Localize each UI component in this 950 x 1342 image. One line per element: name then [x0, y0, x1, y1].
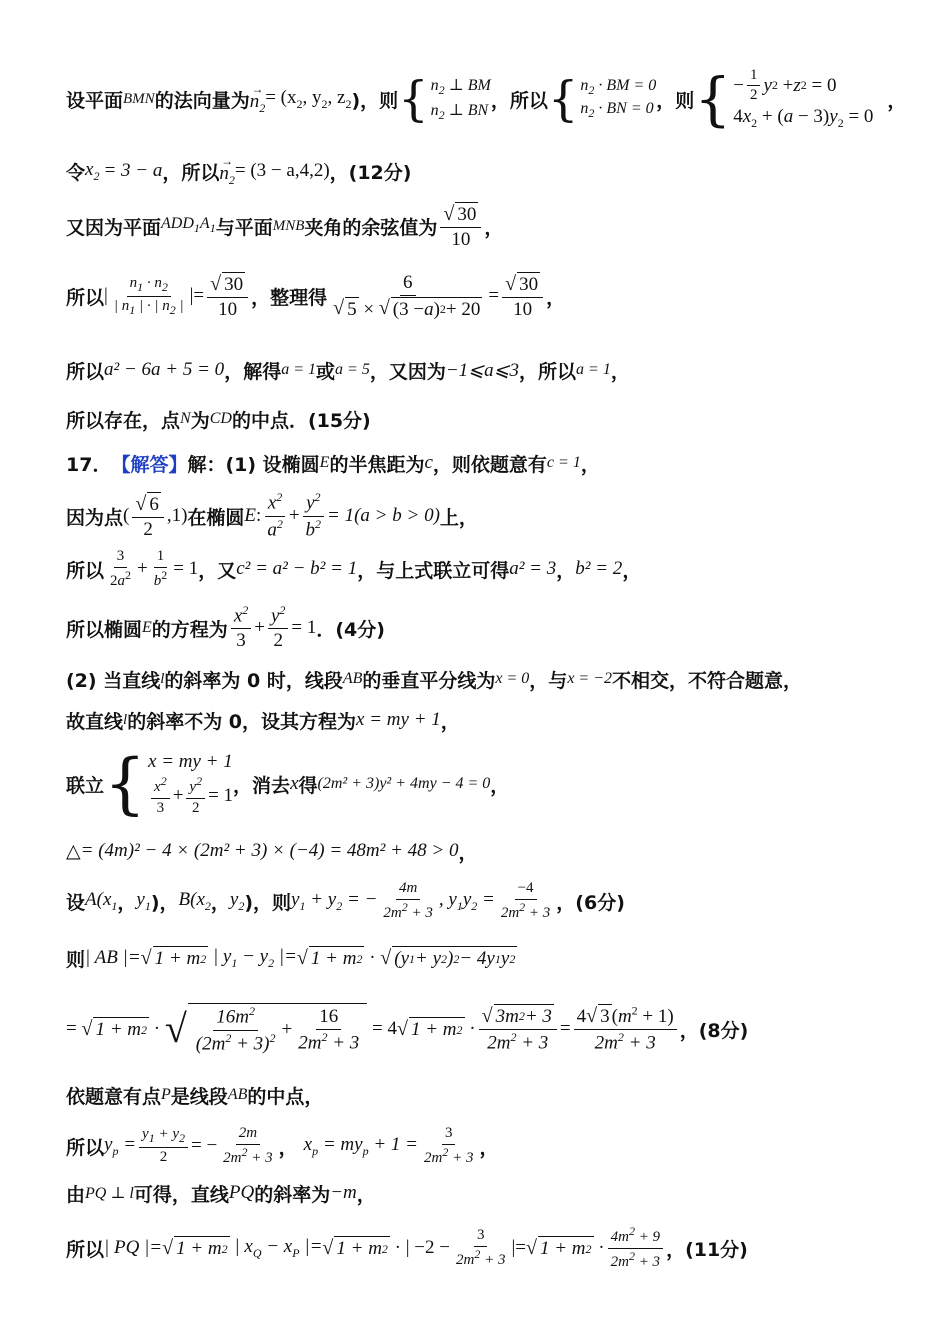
- text: )，: [150, 891, 179, 914]
- text: 所以: [66, 286, 105, 309]
- math: $ADD_1A_1$: [161, 215, 216, 236]
- math: E: [319, 454, 330, 471]
- text: ，(11分): [666, 1238, 748, 1261]
- text: ，所以: [519, 360, 577, 383]
- math: MNB: [272, 217, 305, 234]
- line-slope-zero-case: [66, 664, 910, 694]
- math: $B(x_2$: [178, 888, 211, 913]
- text: (2) 当直线: [66, 669, 161, 692]
- text: ，: [887, 89, 907, 112]
- sqrt: √ 1 + m 2: [525, 1237, 592, 1259]
- text: 所以: [66, 360, 105, 383]
- text: ，所以: [162, 161, 220, 184]
- math: c² = a² − b² = 1: [236, 558, 358, 579]
- math: AB: [227, 1086, 248, 1103]
- fraction: $\frac{y_1 + y_2}{2}$: [139, 1126, 188, 1166]
- fraction: $\frac{4m^2 + 9}{2m^2 + 3}$: [608, 1225, 663, 1271]
- line-ellipse-equation: [66, 602, 910, 654]
- text: ，: [278, 1136, 298, 1159]
- text: 令: [66, 161, 86, 184]
- fraction: $\frac{3}{2m^2 + 3}$: [455, 1227, 506, 1268]
- math: = 1: [173, 558, 199, 579]
- text: ，整理得: [251, 286, 328, 309]
- math: BMN: [123, 90, 155, 107]
- math: ·: [593, 1237, 605, 1258]
- text: 所以: [66, 559, 105, 582]
- line-chord-length-simplified: [66, 996, 910, 1062]
- text: 的方程为: [151, 618, 228, 641]
- math: ·: [364, 947, 381, 968]
- line-solve-a: [66, 355, 910, 385]
- fraction: √ 30 10: [207, 272, 248, 321]
- text: ，: [580, 453, 600, 476]
- text: 得: [298, 774, 318, 797]
- text: ．(4分): [316, 618, 385, 641]
- math: = 1: [291, 617, 317, 638]
- text: 所以: [66, 1238, 105, 1261]
- system-perp: { $n_2$ ⊥ BM $n_2$ ⊥ BN: [398, 71, 491, 127]
- text: ，解得: [224, 360, 282, 383]
- fraction: 6 √ 5 × √ (3 − a ) 2 + 20: [333, 271, 481, 320]
- text: 可得，直线: [133, 1183, 229, 1206]
- math: x = −2: [567, 670, 613, 687]
- math: a = 5: [335, 361, 370, 378]
- math: E: [142, 619, 152, 636]
- text: ，所以: [490, 89, 548, 112]
- math: ·: [464, 1018, 476, 1039]
- sqrt: √ 1 + m 2: [296, 947, 363, 969]
- text: 的法向量为: [154, 89, 250, 112]
- text: ，(12分): [329, 161, 412, 184]
- math: = (4m)² − 4 × (2m² + 3) × (−4) = 48m² + 48 > 0: [80, 840, 459, 861]
- math: P: [161, 1086, 171, 1103]
- sqrt: √ 1 + m 2: [81, 1018, 147, 1040]
- system-line-ellipse: { x = my + 1 $\frac{x^2}{3}$ + $\frac{y^2}{2}$ = 1: [104, 745, 234, 822]
- line-point-on-ellipse: [66, 488, 910, 544]
- math: E: [244, 505, 257, 526]
- text: 的垂直平分线为: [362, 669, 496, 692]
- line-normal-vector-bmn: [66, 64, 910, 134]
- math: −1⩽a⩽3: [445, 359, 519, 381]
- math: = 4: [367, 1018, 397, 1039]
- math: PQ ⊥ l: [85, 1185, 134, 1202]
- text: 17．: [66, 453, 112, 476]
- text: ，: [546, 286, 566, 309]
- fraction: $\frac{3}{2a^2}$: [110, 548, 132, 589]
- text: 为: [190, 409, 210, 432]
- text: 夹角的余弦值为: [304, 216, 438, 239]
- text: ，: [556, 559, 576, 582]
- line-exists-n: [66, 404, 910, 434]
- fraction: √ 6 2: [132, 492, 163, 541]
- math: , $y_1y_2$ =: [438, 888, 495, 913]
- text: 是线段: [170, 1085, 228, 1108]
- text: ，: [484, 216, 504, 239]
- text: 的斜率为 0 时，线段: [164, 669, 343, 692]
- answer-tag: 【解答】: [111, 453, 188, 476]
- math: PQ: [228, 1182, 255, 1203]
- system-equations: { − $\frac{1}{2}$ y 2 + z 2 = 0 $4x_2 + (a - 3)y_2 = 0$: [694, 64, 874, 133]
- text: 的斜率为: [254, 1183, 331, 1206]
- text: ，则依题意有: [432, 453, 547, 476]
- line-vieta: [66, 876, 910, 926]
- fraction: $\frac{y^2}{b^2}$: [303, 491, 325, 540]
- text: 联立: [66, 774, 105, 797]
- system-dot: { $n_2$ · BM = 0 $n_2$ · BN = 0: [547, 71, 657, 127]
- text: 不相交，不符合题意，: [612, 669, 803, 692]
- math: | $y_1 - y_2$ |=: [208, 945, 297, 970]
- text: ，: [210, 891, 230, 914]
- math: +: [288, 505, 300, 526]
- sqrt: √ 1 + m 2: [140, 947, 207, 969]
- fraction: √ 30 10: [502, 272, 543, 321]
- math: l: [160, 670, 165, 687]
- text: 或: [316, 360, 336, 383]
- math: N: [180, 410, 191, 427]
- vector-n2: → $n_2$: [249, 81, 266, 115]
- text: ，(6分): [556, 891, 625, 914]
- math: $y_p$ =: [104, 1133, 137, 1158]
- line-problem-17: [66, 448, 910, 478]
- sqrt: √ 1 + m 2: [322, 1237, 388, 1259]
- text: ，又因为: [369, 360, 446, 383]
- text: )，则: [244, 891, 292, 914]
- math: $x_p = my_p + 1$ =: [303, 1133, 418, 1158]
- math: $x_2$: [85, 158, 100, 183]
- text: 在椭圆: [187, 506, 245, 529]
- text: 因为点: [66, 506, 124, 529]
- fraction: 4 √ 3 $(m^2 + 1)$ $2m^2 + 3$: [574, 1004, 677, 1054]
- math: +: [254, 617, 265, 638]
- math: $y_2$: [229, 888, 245, 913]
- math: −m: [330, 1182, 357, 1203]
- text: 与平面: [215, 216, 273, 239]
- line-solve-ab: [66, 546, 910, 592]
- text: 所以椭圆: [66, 618, 143, 641]
- fraction: √ 30 10: [440, 202, 481, 251]
- text: 所以存在，点: [66, 409, 181, 432]
- delta-symbol: △: [66, 840, 81, 862]
- math: = 1(a > b > 0): [327, 505, 440, 526]
- text: 故直线: [66, 710, 124, 733]
- math: a² = 3: [509, 558, 557, 579]
- math: (2m² + 3)y² + 4my − 4 = 0: [317, 775, 491, 792]
- text: 设: [66, 891, 86, 914]
- fraction: $\frac{x^2}{a^2}$: [264, 491, 286, 540]
- math: +: [137, 558, 148, 579]
- text: 的中点．(15分): [231, 409, 371, 432]
- text: 依题意有点: [66, 1085, 162, 1108]
- sqrt: √ (y 1 + y 2 ) 2 − 4y 1 y 2: [380, 947, 516, 969]
- math: AB: [342, 670, 363, 687]
- text: ，: [440, 710, 460, 733]
- sqrt: √ 1 + m 2: [397, 1018, 463, 1040]
- math: b² = 2: [575, 558, 623, 579]
- math: :: [256, 505, 262, 526]
- text: 的斜率不为 0，设其方程为: [127, 710, 357, 733]
- math: a = 1: [576, 361, 611, 378]
- math: x = my + 1: [356, 709, 441, 730]
- math: $y_1$: [136, 888, 151, 913]
- text: 解：(1) 设椭圆: [187, 453, 320, 476]
- math: $A(x_1$: [85, 888, 118, 913]
- math: = (3 − a,4,2): [234, 160, 330, 181]
- text: 由: [66, 1183, 86, 1206]
- text: ，(8分): [679, 1019, 749, 1042]
- fraction: $\frac{2m}{2m^2 + 3}$: [223, 1125, 273, 1166]
- text: 所以: [66, 1136, 105, 1159]
- math: = ($x_2$, $y_2$, $z_2$: [265, 86, 352, 111]
- math: | $x_Q - x_P$ |=: [229, 1235, 323, 1260]
- fraction: $\frac{1}{b^2}$: [153, 548, 168, 589]
- line-pq-length: [66, 1218, 910, 1278]
- text: 设平面: [66, 89, 124, 112]
- math: =: [66, 1018, 82, 1039]
- vector-n2: → $n_2$: [219, 153, 235, 187]
- text: ，: [356, 1183, 376, 1206]
- math: x: [290, 773, 299, 794]
- text: ，: [622, 559, 642, 582]
- math: · | −2 −: [389, 1237, 450, 1258]
- math: ,1): [166, 505, 188, 526]
- math: (: [123, 505, 130, 526]
- fraction: $\frac{x^2}{3}$: [231, 604, 251, 652]
- sqrt: √ $\frac{16m^2}{(2m^2 + 3)^2}$ + $\frac{16}{2m^2 + 3}$: [165, 1003, 367, 1054]
- math: c = 1: [546, 454, 581, 471]
- text: ，: [479, 1136, 499, 1159]
- math: | PQ |=: [104, 1237, 163, 1258]
- text: )，则: [351, 89, 399, 112]
- math: |=: [189, 285, 205, 306]
- math: |=: [511, 1237, 526, 1258]
- sqrt: √ 1 + m 2: [162, 1237, 228, 1259]
- fraction: $\frac{n_1 \cdot n_2}{| n_1 | \cdot | n_2 |}$: [113, 274, 184, 317]
- line-simultaneous: [66, 744, 910, 824]
- text: 的中点，: [247, 1085, 324, 1108]
- math: a = 1: [281, 361, 316, 378]
- line-midpoint-coords: [66, 1118, 910, 1174]
- line-midpoint-p: [66, 1080, 910, 1110]
- text: ，: [610, 360, 630, 383]
- fraction: $\frac{3}{2m^2 + 3}$: [423, 1125, 474, 1166]
- text: ，则: [656, 89, 695, 112]
- text: ，与: [529, 669, 568, 692]
- fraction: √ 3m 2 + 3 $2m^2 + 3$: [479, 1004, 557, 1054]
- line-let-x2: [66, 153, 910, 187]
- math: |: [104, 285, 108, 306]
- line-chord-length: [66, 940, 910, 976]
- text: 则: [66, 948, 86, 971]
- text: ，: [458, 841, 478, 864]
- line-set-line-equation: [66, 705, 910, 735]
- text: 又因为平面: [66, 216, 162, 239]
- fraction: $\frac{y^2}{2}$: [268, 604, 288, 652]
- text: ，消去: [233, 774, 291, 797]
- fraction: $\frac{-4}{2m^2 + 3}$: [500, 880, 551, 921]
- text: ，与上式联立可得: [357, 559, 510, 582]
- line-cosine-given: [66, 200, 910, 252]
- math: a² − 6a + 5 = 0: [104, 359, 225, 380]
- line-pq-slope: [66, 1178, 910, 1208]
- math: =: [559, 1018, 571, 1039]
- math: | AB |=: [85, 947, 141, 968]
- fraction: $\frac{4m}{2m^2 + 3}$: [383, 880, 433, 921]
- text: 上，: [439, 506, 478, 529]
- math: ·: [149, 1018, 165, 1039]
- text: ，: [490, 774, 510, 797]
- math: l: [123, 711, 128, 728]
- math: CD: [209, 410, 232, 427]
- text: ，: [117, 891, 137, 914]
- text: 的半焦距为: [329, 453, 425, 476]
- line-discriminant: [66, 836, 910, 866]
- math: = −: [190, 1135, 218, 1156]
- math: =: [488, 285, 500, 306]
- math: $y_1 + y_2$ = −: [291, 888, 378, 913]
- line-cos-equation: [66, 266, 910, 326]
- text: ，又: [198, 559, 237, 582]
- math: x = 0: [495, 670, 530, 687]
- math: = 3 − a: [103, 160, 163, 181]
- math: c: [424, 452, 433, 473]
